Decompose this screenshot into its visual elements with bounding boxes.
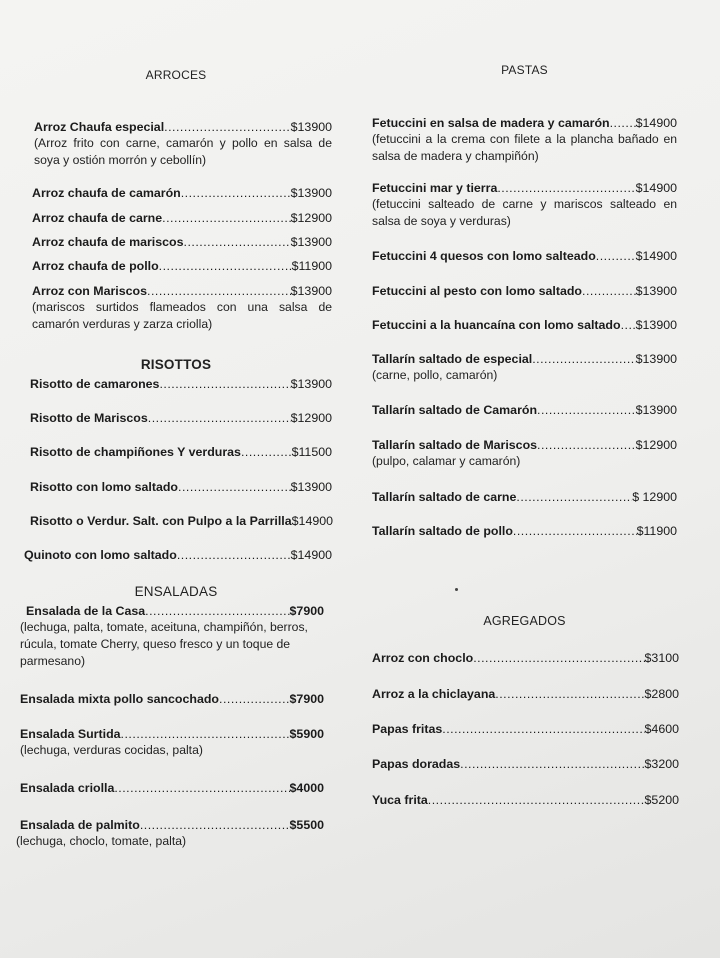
stray-dot <box>455 588 458 591</box>
menu-item <box>372 352 677 384</box>
menu-item <box>372 757 679 771</box>
item-price: $12900 <box>290 211 332 225</box>
menu-item <box>30 480 332 494</box>
item-name: Arroz con choclo <box>372 651 474 665</box>
menu-item <box>30 411 332 425</box>
item-name: Tallarín saltado de pollo <box>372 524 513 538</box>
item-name: Ensalada mixta pollo sancochado <box>20 692 219 706</box>
item-description: (fetuccini a la crema con filete a la plancha bañado en salsa de madera y champiñón) <box>372 132 677 163</box>
item-price: $14900 <box>290 548 332 562</box>
item-description: (lechuga, choclo, tomate, palta) <box>16 834 187 848</box>
menu-item <box>32 211 332 225</box>
item-price: $3100 <box>644 651 679 665</box>
item-name: Fetuccini a la huancaína con lomo saltado <box>372 318 621 332</box>
section-title-ensaladas: ENSALADAS <box>134 584 218 599</box>
item-price: $13900 <box>290 377 332 391</box>
item-description: (lechuga, palta, tomate, aceituna, champiñón, berros, rúcula, tomate Cherry, queso fresco y un toque de parmesano) <box>20 620 308 668</box>
item-name: Fetuccini 4 quesos con lomo salteado <box>372 249 596 263</box>
item-price: $5200 <box>644 793 679 807</box>
section-title-risottos: RISOTTOS <box>140 357 212 372</box>
item-price: $13900 <box>290 120 332 134</box>
menu-item <box>372 651 679 665</box>
menu-item <box>372 722 679 736</box>
item-name: Fetuccini al pesto con lomo saltado <box>372 284 582 298</box>
menu-item <box>372 490 677 504</box>
item-price: $12900 <box>635 438 677 452</box>
item-description: (mariscos surtidos flameados con una salsa de camarón verduras y zarza criolla) <box>32 300 332 331</box>
item-price: $14900 <box>635 181 677 195</box>
item-name: Ensalada de la Casa <box>26 604 146 618</box>
section-title-arroces: ARROCES <box>145 68 207 82</box>
item-price: $5500 <box>289 818 324 832</box>
item-price: $7900 <box>289 604 324 618</box>
menu-item <box>32 235 332 249</box>
section-title-pastas: PASTAS <box>501 63 548 77</box>
item-name: Arroz chaufa de carne <box>32 211 163 225</box>
menu-item <box>372 181 677 230</box>
item-price: $2800 <box>644 687 679 701</box>
item-price: $14900 <box>635 116 677 130</box>
item-name: Arroz con Mariscos <box>32 284 147 298</box>
item-name: Risotto de camarones <box>30 377 160 391</box>
item-name: Papas fritas <box>372 722 443 736</box>
item-name: Tallarín saltado de Camarón <box>372 403 538 417</box>
menu-item <box>372 524 677 538</box>
menu-item <box>32 284 332 333</box>
item-name: Fetuccini en salsa de madera y camarón <box>372 116 610 130</box>
menu-item <box>372 249 677 263</box>
item-price: $11900 <box>636 524 677 538</box>
item-price: $14900 <box>635 249 677 263</box>
menu-item <box>372 687 679 701</box>
menu-item <box>372 438 677 470</box>
item-name: Papas doradas <box>372 757 461 771</box>
item-description: (fetuccini salteado de carne y mariscos salteado en salsa de soya y verduras) <box>372 197 677 228</box>
item-price: $13900 <box>635 403 677 417</box>
item-price: $11900 <box>291 259 332 273</box>
item-description: (pulpo, calamar y camarón) <box>372 454 521 468</box>
menu-item <box>20 692 324 706</box>
item-description: (Arroz frito con carne, camarón y pollo en salsa de soya y ostión morrón y cebollín) <box>34 136 332 167</box>
item-name: Tallarín saltado de carne <box>372 490 517 504</box>
menu-item <box>34 120 332 169</box>
menu-item <box>20 781 324 795</box>
item-price: $12900 <box>290 411 332 425</box>
menu-item <box>24 548 332 562</box>
item-price: $4600 <box>644 722 679 736</box>
menu-item <box>32 186 332 200</box>
item-price: $13900 <box>290 186 332 200</box>
item-description: (carne, pollo, camarón) <box>372 368 498 382</box>
item-name: Ensalada Surtida <box>20 727 121 741</box>
item-name: Arroz chaufa de mariscos <box>32 235 184 249</box>
item-price: $14900 <box>291 514 334 528</box>
item-price: $3200 <box>644 757 679 771</box>
menu-item <box>372 793 679 807</box>
item-price: $5900 <box>289 727 324 741</box>
menu-item <box>20 604 324 670</box>
item-price: $13900 <box>635 284 677 298</box>
section-title-agregados: AGREGADOS <box>483 614 566 628</box>
menu-item <box>372 403 677 417</box>
item-name: Fetuccini mar y tierra <box>372 181 498 195</box>
item-description: (lechuga, verduras cocidas, palta) <box>20 743 203 757</box>
menu-item <box>16 818 324 850</box>
item-name: Tallarín saltado de especial <box>372 352 533 366</box>
item-price: $7900 <box>289 692 324 706</box>
item-name: Risotto de champiñones Y verduras <box>30 445 241 459</box>
item-name: Tallarín saltado de Mariscos <box>372 438 538 452</box>
menu-item <box>372 318 677 332</box>
menu-item <box>20 727 324 759</box>
menu-item <box>30 514 332 528</box>
menu-item <box>30 377 332 391</box>
item-price: $13900 <box>635 352 677 366</box>
item-name: Risotto con lomo saltado <box>30 480 179 494</box>
item-price: $11500 <box>291 445 332 459</box>
menu-item <box>372 284 677 298</box>
item-price: $13900 <box>290 480 332 494</box>
item-name: Arroz chaufa de pollo <box>32 259 159 273</box>
item-price: $13900 <box>290 235 332 249</box>
item-name: Quinoto con lomo saltado <box>24 548 177 562</box>
item-name: Risotto de Mariscos <box>30 411 148 425</box>
item-name: Risotto o Verdur. Salt. con Pulpo a la Parrilla <box>30 514 292 528</box>
item-price: $13900 <box>635 318 677 332</box>
item-price: $13900 <box>290 284 332 298</box>
item-name: Arroz a la chiclayana <box>372 687 496 701</box>
menu-item <box>32 259 332 273</box>
menu-item <box>30 445 332 459</box>
item-name: Arroz chaufa de camarón <box>32 186 181 200</box>
item-name: Ensalada criolla <box>20 781 115 795</box>
item-name: Yuca frita <box>372 793 428 807</box>
item-name: Arroz Chaufa especial <box>34 120 165 134</box>
item-name: Ensalada de palmito <box>20 818 140 832</box>
item-price: $4000 <box>289 781 324 795</box>
item-price: $ 12900 <box>632 490 677 504</box>
menu-item <box>372 116 677 165</box>
